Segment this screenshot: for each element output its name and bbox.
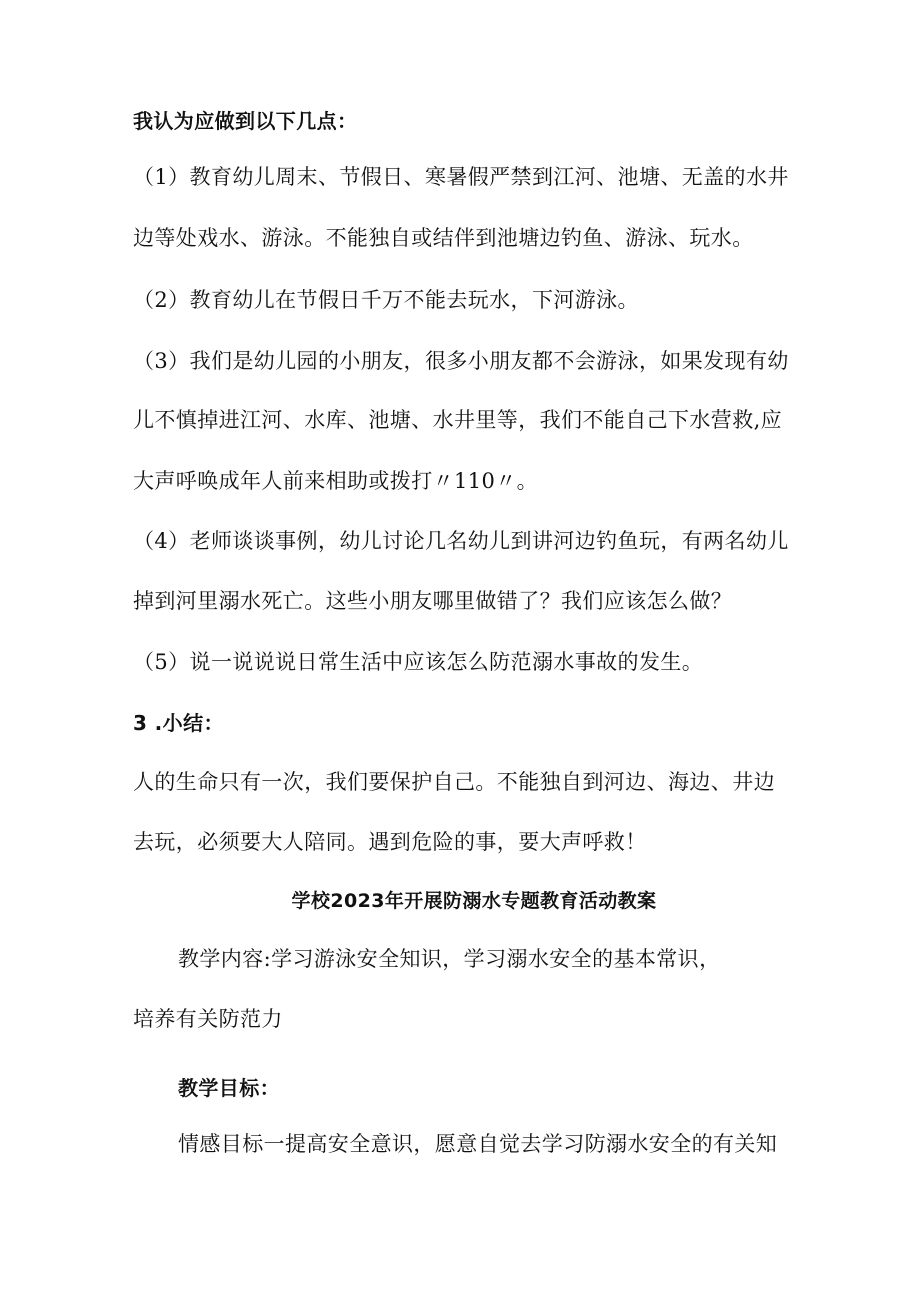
- point-4-line-2: 掉到河里溺水死亡。这些小朋友哪里做错了？我们应该怎么做？: [133, 589, 733, 613]
- point-1-line-2: 边等处戏水、游泳。不能独自或结伴到池塘边钓鱼、游泳、玩水。: [133, 226, 754, 250]
- goals-heading: 教学目标：: [178, 1076, 280, 1100]
- lesson-content-line-1: 教学内容:学习游泳安全知识，学习溺水安全的基本常识，: [178, 947, 721, 971]
- point-4-line-1: （4）老师谈谈事例，幼儿讨论几名幼儿到讲河边钓鱼玩，有两名幼儿: [133, 529, 789, 553]
- point-2-line-1: （2）教育幼儿在节假日千万不能去玩水，下河游泳。: [133, 288, 639, 312]
- summary-line-2: 去玩，必须要大人陪同。遇到危险的事，要大声呼救！: [133, 830, 647, 854]
- section-heading: 我认为应做到以下几点：: [133, 109, 358, 133]
- lesson-content-line-2: 培养有关防范力: [133, 1007, 283, 1031]
- point-3-line-1: （3）我们是幼儿园的小朋友，很多小朋友都不会游泳，如果发现有幼: [133, 349, 789, 373]
- goal-line-1: 情感目标一提高安全意识，愿意自觉去学习防溺水安全的有关知: [178, 1132, 778, 1156]
- point-5-line-1: （5）说一说说说日常生活中应该怎么防范溺水事故的发生。: [133, 650, 704, 674]
- point-3-line-3: 大声呼唤成年人前来相助或拨打〃110〃。: [133, 469, 539, 493]
- point-1-line-1: （1）教育幼儿周末、节假日、寒暑假严禁到江河、池塘、无盖的水井: [133, 165, 789, 189]
- summary-heading: 3 .小结：: [133, 711, 224, 735]
- point-3-line-2: 儿不慎掉进江河、水库、池塘、水井里等，我们不能自己下水营救,应: [133, 408, 783, 432]
- summary-line-1: 人的生命只有一次，我们要保护自己。不能独自到河边、海边、井边: [133, 770, 775, 794]
- lesson-title: 学校2023年开展防溺水专题教育活动教案: [291, 890, 657, 912]
